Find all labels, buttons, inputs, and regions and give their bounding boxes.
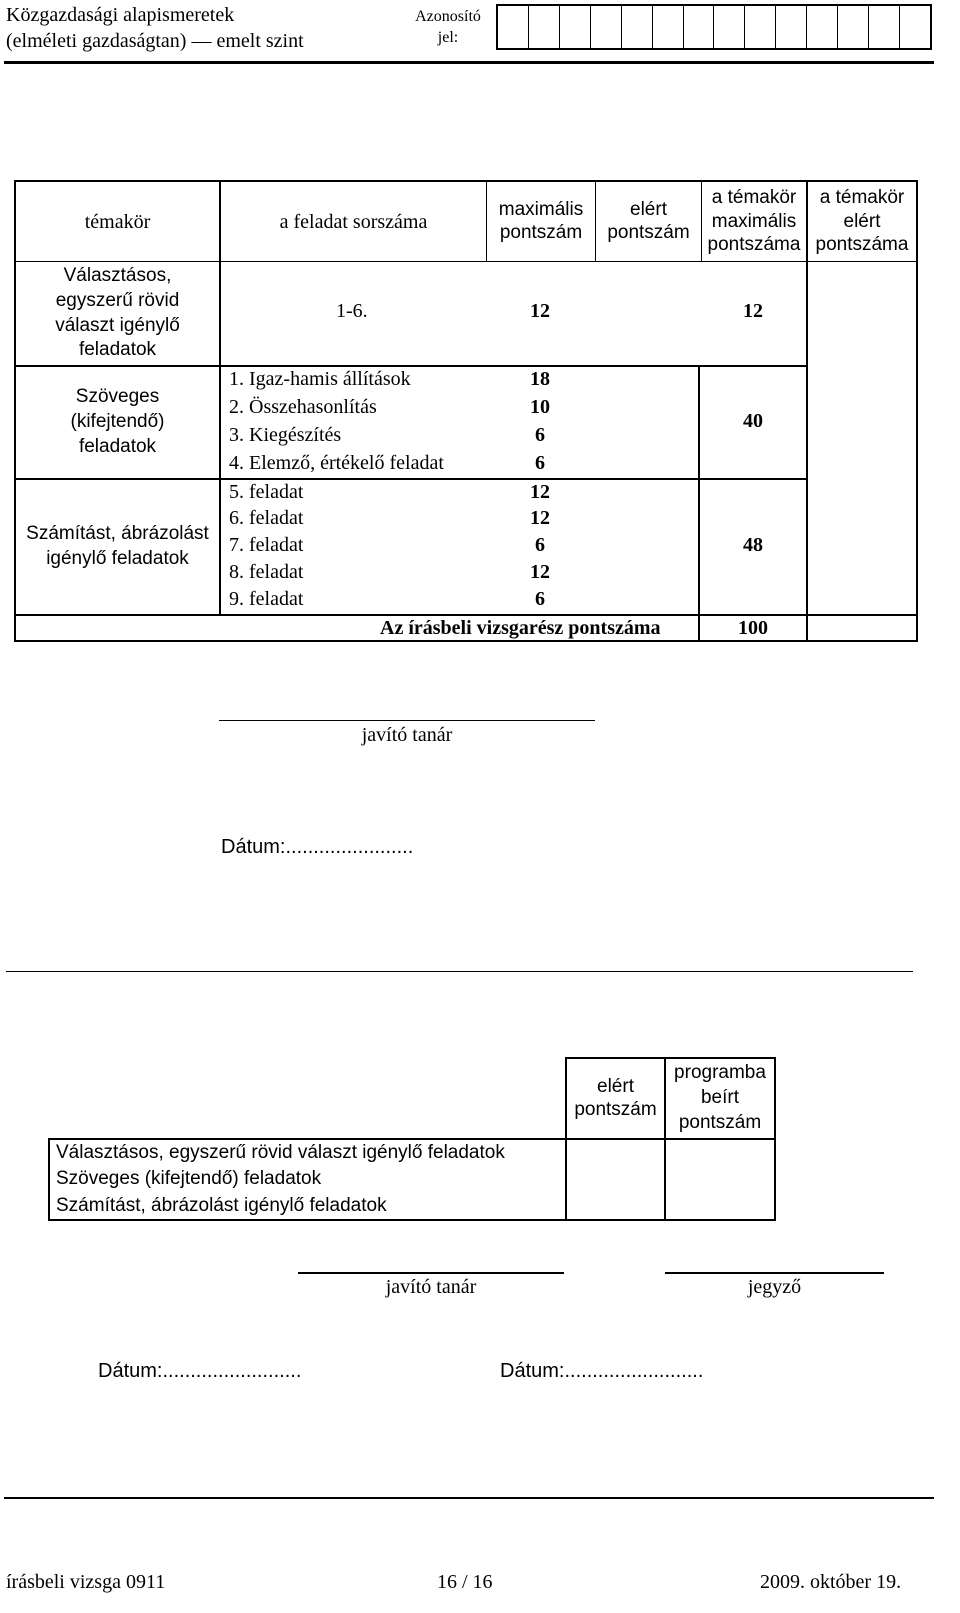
signature-role-jegyzo: jegyző [747, 1276, 802, 1298]
id-box-cell[interactable] [560, 6, 591, 48]
task-row-szamitas-7: 7. feladat [229, 534, 304, 556]
id-boxes [496, 4, 932, 50]
group-name-valasztasos: Választásos, egyszerű rövid választ igénylő feladatok [55, 265, 180, 361]
task-row-szoveges-1: 1. Igaz-hamis állítások [229, 368, 411, 390]
group-total-szamitas: 48 [743, 534, 763, 556]
id-box-cell[interactable] [838, 6, 869, 48]
section-divider [6, 971, 913, 972]
id-box-cell[interactable] [776, 6, 807, 48]
task-row-szamitas-5: 5. feladat [229, 481, 304, 503]
date-field-javito[interactable]: Dátum:......................... [98, 1360, 302, 1382]
max-row-szamitas-6: 12 [530, 507, 550, 529]
id-box-cell[interactable] [745, 6, 776, 48]
id-box-cell[interactable] [653, 6, 684, 48]
id-box-cell[interactable] [498, 6, 529, 48]
max-row-szoveges-3: 6 [535, 424, 545, 446]
header-temakor-elert: a témakör elért pontszáma [815, 186, 909, 256]
footer-date: 2009. október 19. [760, 1571, 902, 1593]
task-row-szamitas-6: 6. feladat [229, 507, 304, 529]
azonosito-label: Azonosító jel: [415, 8, 481, 46]
footer-exam-code: írásbeli vizsga 0911 [6, 1571, 166, 1593]
header-rule [4, 61, 934, 64]
header-max-pontszam: maximális pontszám [498, 198, 584, 243]
group-name-szamitast: Számítást, ábrázolást igénylő feladatok [26, 523, 209, 569]
date-field-jegyzo[interactable]: Dátum:......................... [500, 1360, 704, 1382]
task-row-1-6: 1-6. [336, 300, 368, 322]
signature-line-javito [298, 1272, 564, 1274]
col-programba-header: programba beírt pontszám [674, 1062, 766, 1133]
max-row-szamitas-5: 12 [530, 481, 550, 503]
header-temakor-max: a témakör maximális pontszáma [707, 186, 801, 256]
header-feladat-sorszama: a feladat sorszáma [279, 210, 428, 233]
task-row-szamitas-8: 8. feladat [229, 561, 304, 583]
id-box-cell[interactable] [622, 6, 653, 48]
group-total-valasztasos: 12 [743, 300, 763, 322]
max-row-szoveges-1: 18 [530, 368, 550, 390]
task-row-szoveges-3: 3. Kiegészítés [229, 424, 342, 446]
max-row-szoveges-2: 10 [530, 396, 550, 418]
header-temakor: témakör [84, 210, 151, 233]
date-field-1[interactable]: Dátum:....................... [221, 836, 414, 858]
header-elert-pontszam: elért pontszám [607, 198, 690, 243]
group-total-szoveges: 40 [743, 410, 763, 432]
exam-subject [6, 2, 304, 54]
id-box-cell[interactable] [529, 6, 560, 48]
id-box-cell[interactable] [900, 6, 930, 48]
signature-role-javito: javító tanár [385, 1276, 477, 1298]
task-row-szoveges-2: 2. Összehasonlítás [229, 396, 377, 418]
max-row-szamitas-9: 6 [535, 588, 545, 610]
task-row-szoveges-4: 4. Elemző, értékelő feladat [229, 452, 444, 474]
summary-row-szoveges: Szöveges (kifejtendő) feladatok [56, 1168, 322, 1189]
group-name-szoveges: Szöveges (kifejtendő) feladatok [70, 386, 165, 457]
summary-row-szamitast: Számítást, ábrázolást igénylő feladatok [56, 1195, 387, 1216]
id-box-cell[interactable] [869, 6, 900, 48]
subject-line-1: Közgazdasági alapismeretek [6, 4, 235, 26]
total-value: 100 [738, 617, 768, 639]
col-elert-header: elért pontszám [574, 1075, 657, 1120]
max-row-szamitas-8: 12 [530, 561, 550, 583]
id-box-cell[interactable] [591, 6, 622, 48]
id-box-cell[interactable] [684, 6, 715, 48]
signature-line-1 [219, 720, 595, 721]
max-row-szoveges-4: 6 [535, 452, 545, 474]
max-row-1-6: 12 [530, 300, 550, 322]
footer-rule [4, 1497, 934, 1499]
id-box-cell[interactable] [714, 6, 745, 48]
subject-line-2: (elméleti gazdaságtan) — emelt szint [6, 30, 304, 52]
id-box-cell[interactable] [807, 6, 838, 48]
max-row-szamitas-7: 6 [535, 534, 545, 556]
total-label: Az írásbeli vizsgarész pontszáma [380, 617, 661, 639]
task-row-szamitas-9: 9. feladat [229, 588, 304, 610]
signature-line-jegyzo [665, 1272, 884, 1274]
signature-role-1: javító tanár [361, 724, 453, 746]
summary-row-valasztasos: Választásos, egyszerű rövid választ igénylő feladatok [56, 1142, 505, 1163]
footer-page-number: 16 / 16 [437, 1571, 493, 1593]
